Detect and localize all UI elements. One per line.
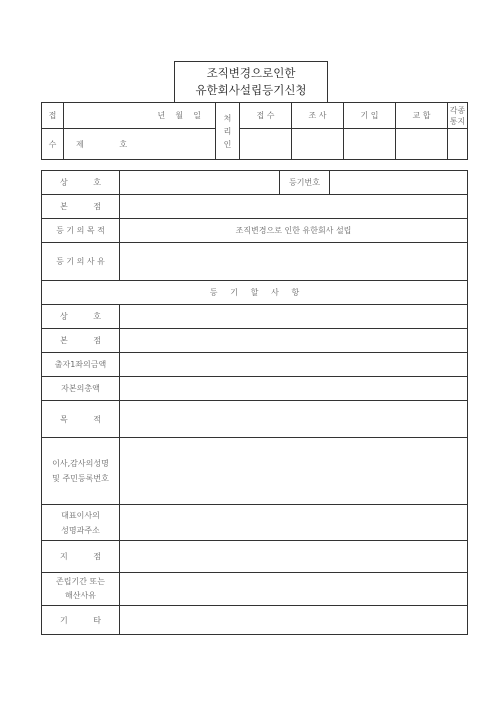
receipt-su-label: 수 [42,129,64,160]
item-rep-director-label: 대표이사의 성명과주소 [42,505,120,541]
item-directors-field[interactable] [120,438,468,505]
bonjeom-label: 본 점 [42,195,120,219]
item-sangho-field[interactable] [120,305,468,329]
reg-no-label: 등기번호 [280,171,330,195]
item-branch-field[interactable] [120,541,468,573]
receipt-number-label: 제 호 [64,129,216,160]
receipt-col-giip: 기 입 [344,103,396,129]
purpose-label: 등 기 의 목 적 [42,219,120,243]
reg-no-field[interactable] [330,171,468,195]
item-share-amount-label: 출자1좌의금액 [42,353,120,377]
item-other-label: 기 타 [42,606,120,635]
item-purpose-field[interactable] [120,401,468,438]
reason-field[interactable] [120,243,468,281]
receipt-cell-josa[interactable] [292,129,344,160]
item-duration-field[interactable] [120,573,468,606]
receipt-cell-notice[interactable] [448,129,468,160]
item-share-amount-field[interactable] [120,353,468,377]
receipt-col-notice: 각종통지 [448,103,468,129]
receipt-cell-gyohap[interactable] [396,129,448,160]
receipt-col-gyohap: 교 합 [396,103,448,129]
bonjeom-field[interactable] [120,195,468,219]
form-title-line2: 유한회사설립등기신청 [195,83,307,97]
item-rep-director-field[interactable] [120,505,468,541]
item-sangho-label: 상 호 [42,305,120,329]
receipt-cell-giip[interactable] [344,129,396,160]
registration-table [41,170,468,635]
item-purpose-label: 목 적 [42,401,120,438]
receipt-table [41,102,468,160]
form-title [174,61,328,103]
receipt-col-josa: 조 사 [292,103,344,129]
form-title-line1: 조직변경으로인한 [206,66,296,80]
item-directors-label: 이사,감사의성명 및 주민등록번호 [42,438,120,505]
receipt-cell-jeopsu[interactable] [240,129,292,160]
item-duration-label: 존립기간 또는 해산사유 [42,573,120,606]
receipt-col-jeopsu: 접 수 [240,103,292,129]
receipt-date-label: 년 월 일 [64,103,216,129]
sangho-field[interactable] [120,171,280,195]
item-bonjeom-label: 본 점 [42,329,120,353]
item-capital-total-label: 자본의총액 [42,377,120,401]
sangho-label: 상 호 [42,171,120,195]
section-header: 등 기 할 사 항 [42,281,468,305]
item-capital-total-field[interactable] [120,377,468,401]
item-branch-label: 지 점 [42,541,120,573]
item-other-field[interactable] [120,606,468,635]
purpose-value: 조직변경으로 인한 유한회사 설립 [120,219,468,243]
processor-label: 처 리 인 [216,103,240,160]
item-bonjeom-field[interactable] [120,329,468,353]
receipt-jeop-label: 접 [42,103,64,129]
reason-label: 등 기 의 사 유 [42,243,120,281]
